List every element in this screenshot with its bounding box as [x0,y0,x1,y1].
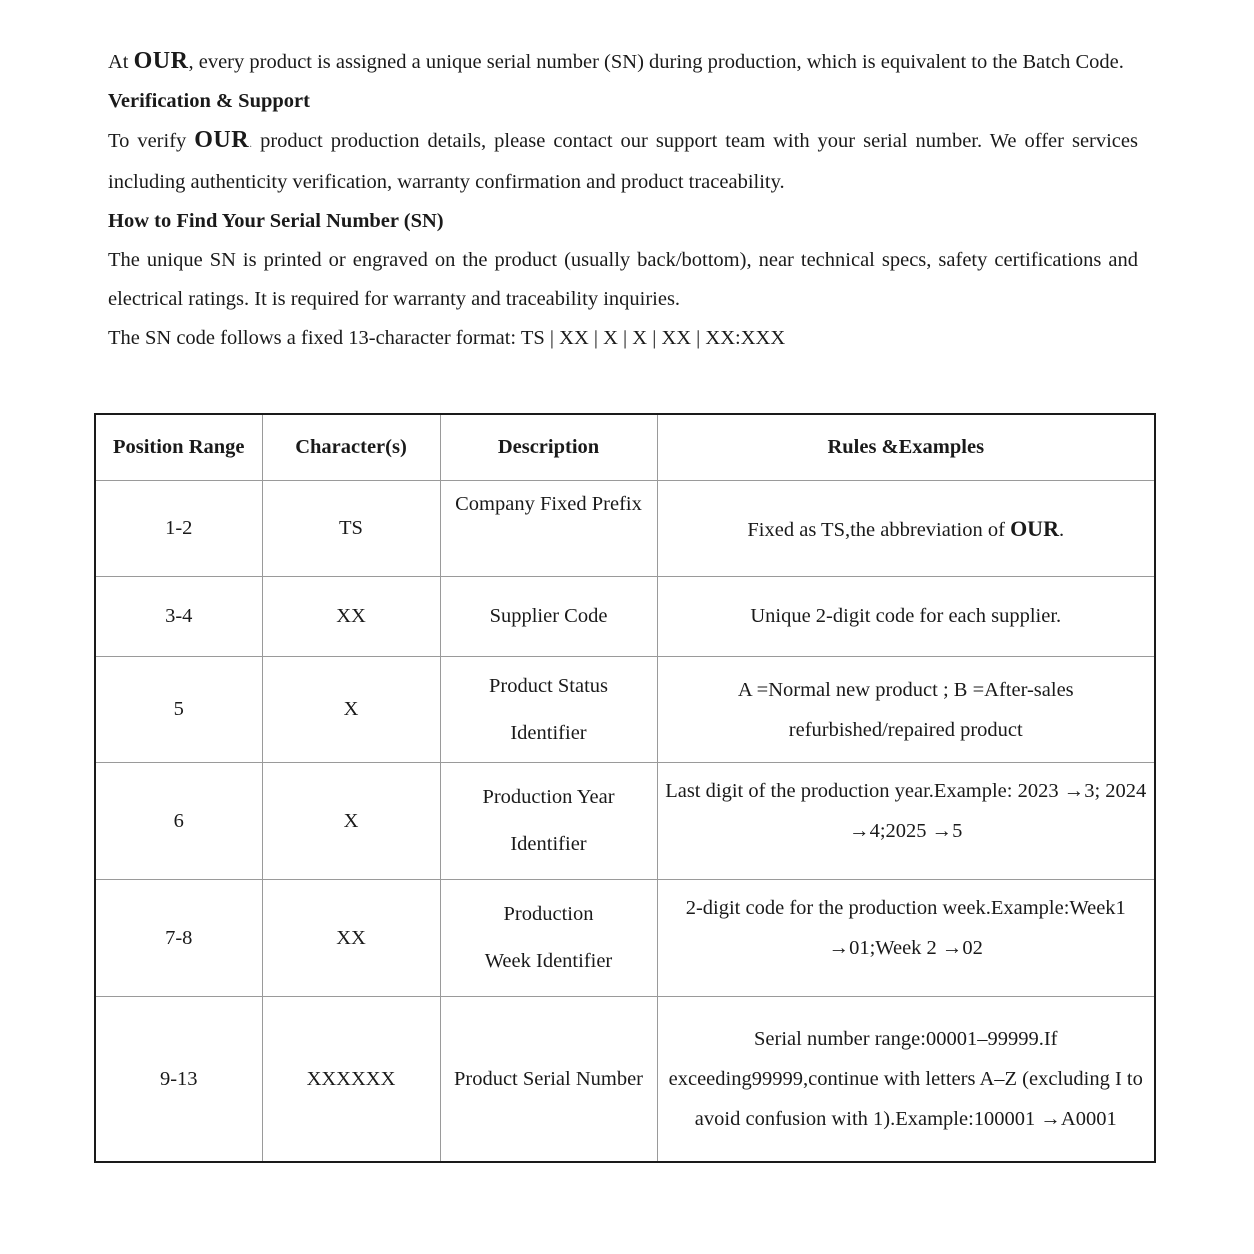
intro-paragraph [108,42,1138,82]
cell-description: Product Serial Number [440,997,657,1163]
cell-position: 1-2 [95,481,262,577]
cell-characters: X [262,657,440,763]
sn-format-line: The SN code follows a fixed 13-character format: TS | XX | X | X | XX | XX:XXX [108,327,786,349]
cell-description: Production Week Identifier [440,880,657,997]
cell-position: 5 [95,657,262,763]
cell-characters: TS [262,481,440,577]
cell-position: 3-4 [95,577,262,657]
cell-description: Supplier Code [440,577,657,657]
cell-description: Company Fixed Prefix [440,481,657,577]
find-sn-paragraph: The unique SN is printed or engraved on the product (usually back/bottom), near technical specs, safety certifications and electrical ratings. It is required for warranty and traceability inquiries. [108,249,1138,310]
brand-name: OUR [133,48,189,74]
verification-text-start: To verify [108,130,195,152]
header-characters: Character(s) [262,414,440,481]
document-body [108,42,1138,358]
cell-description: Production Year Identifier [440,763,657,880]
brand-name: OUR [194,127,250,153]
cell-rules: A =Normal new product ; B =After-sales refurbished/repaired product [657,657,1155,763]
brand-dot: . [249,136,253,150]
cell-characters: XX [262,577,440,657]
cell-rules: Serial number range:00001–99999.If exceeding99999,continue with letters A–Z (excluding I to avoid confusion with 1).Example:100001 →A0001 [657,997,1155,1163]
cell-characters: X [262,763,440,880]
sn-format-table [94,413,1156,1163]
table-header-row [95,414,1155,481]
cell-position: 9-13 [95,997,262,1163]
table-row [95,657,1155,763]
cell-rules [657,481,1155,577]
header-rules-examples: Rules &Examples [657,414,1155,481]
cell-rules: Last digit of the production year.Example: 2023 →3; 2024 →4;2025 →5 [657,763,1155,880]
table-row [95,577,1155,657]
table-row [95,997,1155,1163]
brand-name: OUR [1010,515,1059,541]
table-row [95,880,1155,997]
cell-characters: XX [262,880,440,997]
verification-paragraph [108,121,1138,202]
cell-rules: 2-digit code for the production week.Example:Week1 →01;Week 2 →02 [657,880,1155,997]
find-sn-heading: How to Find Your Serial Number (SN) [108,210,444,232]
intro-text-start: At [108,51,134,73]
cell-position: 7-8 [95,880,262,997]
table-row [95,481,1155,577]
rules-text-start: Fixed as TS,the abbreviation of [747,518,1011,541]
cell-characters: XXXXXX [262,997,440,1163]
table-row [95,763,1155,880]
cell-description: Product Status Identifier [440,657,657,763]
intro-text-end: , every product is assigned a unique serial number (SN) during production, which is equivalent to the Batch Code. [188,51,1124,73]
header-description: Description [440,414,657,481]
verification-heading: Verification & Support [108,90,310,112]
verification-text-end: product production details, please contact our support team with your serial number. We offer services including authenticity verification, warranty confirmation and product traceability. [108,130,1138,193]
cell-rules: Unique 2-digit code for each supplier. [657,577,1155,657]
header-position-range: Position Range [95,414,262,481]
rules-text-end: . [1058,518,1065,541]
cell-position: 6 [95,763,262,880]
